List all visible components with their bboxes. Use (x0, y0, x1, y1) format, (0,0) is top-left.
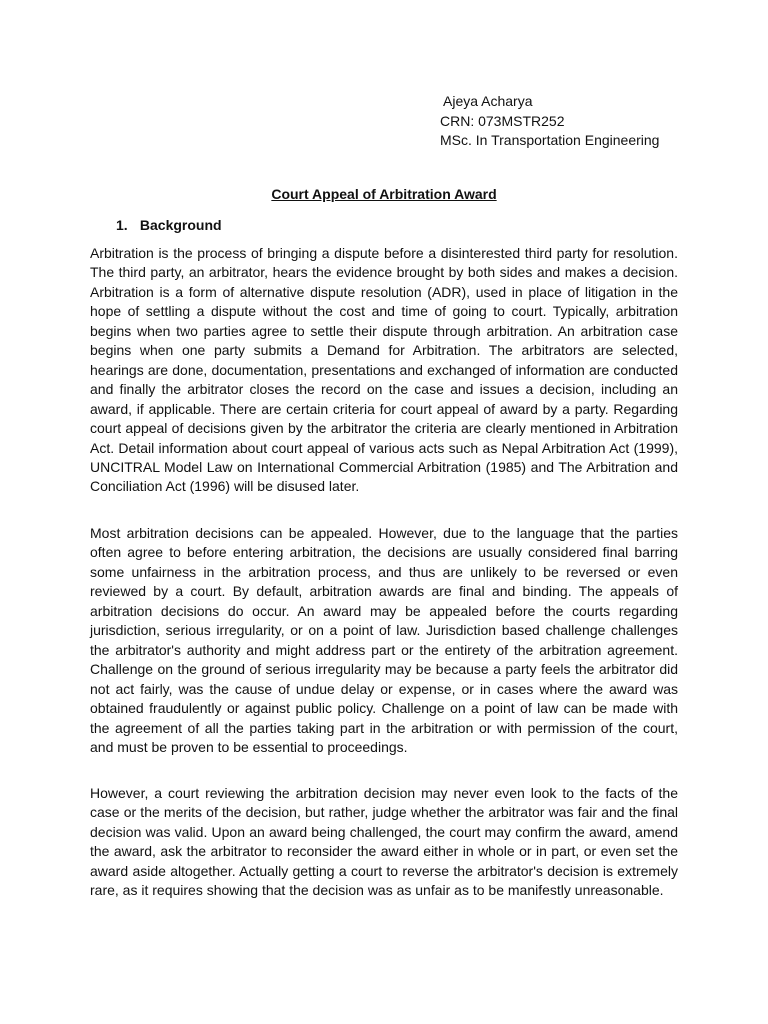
section-number: 1. (116, 217, 128, 233)
author-name: Ajeya Acharya (443, 93, 533, 109)
body-paragraph: Arbitration is the process of bringing a dispute before a disinterested third party for resolution. The third party, an arbitrator, hears the evidence brought by both sides and makes a decision. Arbitration is a form of alternative dispute resolution (ADR), used in place of litigation in the hope of settling a dispute without the cost and time of going to court. Typically, arbitration begins when two parties agree to settle their dispute through arbitration. An arbitration case begins when one party submits a Demand for Arbitration. The arbitrators are selected, hearings are done, documentation, presentations and exchanged of information are conducted and finally the arbitrator closes the record on the case and issues a decision, including an award, if applicable. There are certain criteria for court appeal of award by a party. Regarding court appeal of decisions given by the arbitrator the criteria are clearly mentioned in Arbitration Act. Detail information about court appeal of various acts such as Nepal Arbitration Act (1999), UNCITRAL Model Law on International Commercial Arbitration (1985) and The Arbitration and Conciliation Act (1996) will be disused later. (90, 245, 678, 495)
section-heading-text: Background (139, 217, 222, 233)
body-paragraph: Most arbitration decisions can be appealed. However, due to the language that the parties often agree to before entering arbitration, the decisions are usually considered final barring some unfairness in the arbitration process, and thus are unlikely to be reversed or even reviewed by a court. By default, arbitration awards are final and binding. The appeals of arbitration decisions do occur. An award may be appealed before the courts regarding jurisdiction, serious irregularity, or on a point of law. Jurisdiction based challenge challenges the arbitrator's authority and might address part or the entirety of the arbitration agreement. Challenge on the ground of serious irregularity may be because a party feels the arbitrator did not act fairly, was the cause of undue delay or expense, or in cases where the award was obtained fraudulently or against public policy. Challenge on a point of law can be made with the agreement of all the parties taking part in the arbitration or with permission of the court, and must be proven to be essential to proceedings. (90, 525, 678, 755)
author-program: MSc. In Transportation Engineering (440, 132, 660, 148)
section-heading (116, 215, 222, 235)
author-crn: CRN: 073MSTR252 (440, 112, 565, 129)
document-title: Court Appeal of Arbitration Award (271, 186, 497, 202)
body-paragraph: However, a court reviewing the arbitration decision may never even look to the facts of the case or the merits of the decision, but rather, judge whether the arbitrator was fair and the final decision was valid. Upon an award being challenged, the court may confirm the award, amend the award, ask the arbitrator to reconsider the award either in whole or in part, or even set the award aside altogether. Actually getting a court to reverse the arbitrator's decision is extremely rare, as it requires showing that the decision was as unfair as to be manifestly unreasonable. (90, 785, 678, 899)
author-block (440, 92, 659, 151)
